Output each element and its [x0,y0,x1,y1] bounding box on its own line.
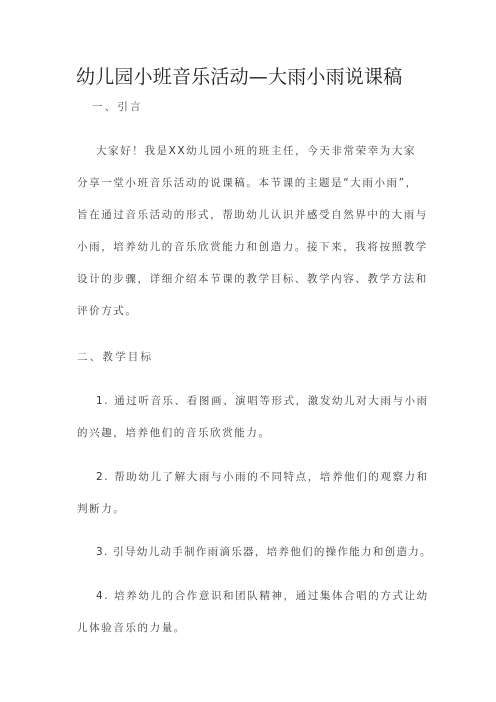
objective-item-line: 判断力。 [77,503,126,515]
paragraph-line: 评价方式。 [77,305,138,317]
section-heading-introduction: 一、引言 [92,101,143,113]
paragraph-line: 大家好！我是XX幼儿园小班的班主任，今天非常荣幸为大家 [96,145,417,157]
objective-item-line: 的兴趣，培养他们的音乐欣赏能力。 [77,427,271,439]
objective-item-line: 2. 帮助幼儿了解大雨与小雨的不同特点，培养他们的观察力和 [96,471,429,483]
paragraph-line: 旨在通过音乐活动的形式，帮助幼儿认识并感受自然界中的大雨与 [77,209,428,221]
page-title: 幼儿园小班音乐活动—大雨小雨说课稿 [76,66,403,88]
paragraph-line: 设计的步骤，详细介绍本节课的教学目标、教学内容、教学方法和 [77,273,428,285]
objective-item-line: 儿体验音乐的力量。 [77,622,186,634]
objective-item-line: 4. 培养幼儿的合作意识和团队精神，通过集体合唱的方式让幼 [96,590,429,602]
paragraph-line: 小雨，培养幼儿的音乐欣赏能力和创造力。接下来，我将按照教学 [77,241,428,253]
section-heading-objectives: 二、教学目标 [77,351,154,363]
objective-item-line: 1. 通过听音乐、看图画、演唱等形式，激发幼儿对大雨与小雨 [96,395,429,407]
objective-item-line: 3. 引导幼儿动手制作雨滴乐器，培养他们的操作能力和创造力。 [96,546,432,558]
paragraph-line: 分享一堂小班音乐活动的说课稿。本节课的主题是“大雨小雨”， [77,177,418,189]
